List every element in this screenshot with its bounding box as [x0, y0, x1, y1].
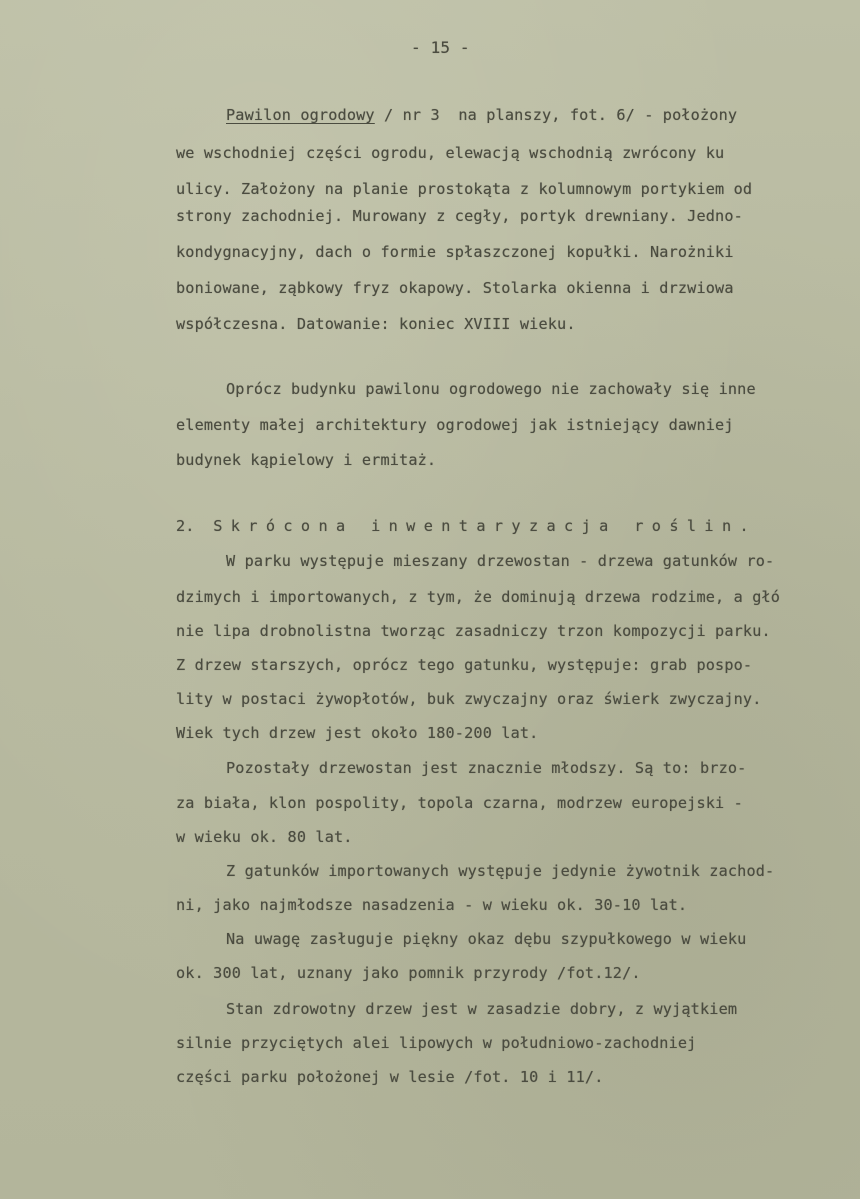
pavilion-line: kondygnacyjny, dach o formie spłaszczonej kopułki. Narożniki	[176, 243, 734, 261]
section-2-line: nie lipa drobnolistna tworząc zasadniczy trzon kompozycji parku.	[176, 622, 771, 640]
pavilion-line: współczesna. Datowanie: koniec XVIII wieku.	[176, 315, 576, 333]
section-2-line: ok. 300 lat, uznany jako pomnik przyrody /fot.12/.	[176, 964, 641, 982]
other-elements-line: Oprócz budynku pawilonu ogrodowego nie zachowały się inne	[226, 380, 756, 398]
pavilion-line: ulicy. Założony na planie prostokąta z kolumnowym portykiem od	[176, 180, 753, 198]
section-2-line: Pozostały drzewostan jest znacznie młodszy. Są to: brzo-	[226, 759, 747, 777]
pavilion-first-line-rest: / nr 3 na planszy, fot. 6/ - położony	[374, 106, 738, 124]
pavilion-line: boniowane, ząbkowy fryz okapowy. Stolarka okienna i drzwiowa	[176, 279, 734, 297]
section-2-line: Z drzew starszych, oprócz tego gatunku, występuje: grab pospo-	[176, 656, 753, 674]
section-2-heading	[176, 517, 757, 535]
section-2-line: Z gatunków importowanych występuje jedynie żywotnik zachod-	[226, 862, 775, 880]
section-2-line: ni, jako najmłodsze nasadzenia - w wieku ok. 30-10 lat.	[176, 896, 688, 914]
section-2-number: 2.	[176, 517, 195, 535]
section-2-line: części parku położonej w lesie /fot. 10 i 11/.	[176, 1068, 604, 1086]
section-2-line: dzimych i importowanych, z tym, że dominują drzewa rodzime, a głó	[176, 588, 781, 606]
pavilion-heading: Pawilon ogrodowy	[226, 106, 375, 124]
other-elements-line: elementy małej architektury ogrodowej jak istniejący dawniej	[176, 416, 734, 434]
section-2-line: silnie przyciętych alei lipowych w południowo-zachodniej	[176, 1034, 697, 1052]
page-number: - 15 -	[411, 38, 470, 57]
pavilion-line: we wschodniej części ogrodu, elewacją wschodnią zwrócony ku	[176, 144, 725, 162]
section-2-line: lity w postaci żywopłotów, buk zwyczajny oraz świerk zwyczajny.	[176, 690, 762, 708]
section-2-title: Skrócona inwentaryzacja roślin.	[213, 517, 758, 535]
other-elements-line: budynek kąpielowy i ermitaż.	[176, 451, 437, 469]
pavilion-first-line	[226, 106, 737, 124]
section-2-line: za biała, klon pospolity, topola czarna, modrzew europejski -	[176, 794, 743, 812]
section-2-line: Stan zdrowotny drzew jest w zasadzie dobry, z wyjątkiem	[226, 1000, 738, 1018]
section-2-line: w wieku ok. 80 lat.	[176, 828, 353, 846]
section-2-line: Na uwagę zasługuje piękny okaz dębu szypułkowego w wieku	[226, 930, 747, 948]
section-2-line: Wiek tych drzew jest około 180-200 lat.	[176, 724, 539, 742]
section-2-line: W parku występuje mieszany drzewostan - drzewa gatunków ro-	[226, 552, 775, 570]
pavilion-line: strony zachodniej. Murowany z cegły, portyk drewniany. Jedno-	[176, 207, 743, 225]
